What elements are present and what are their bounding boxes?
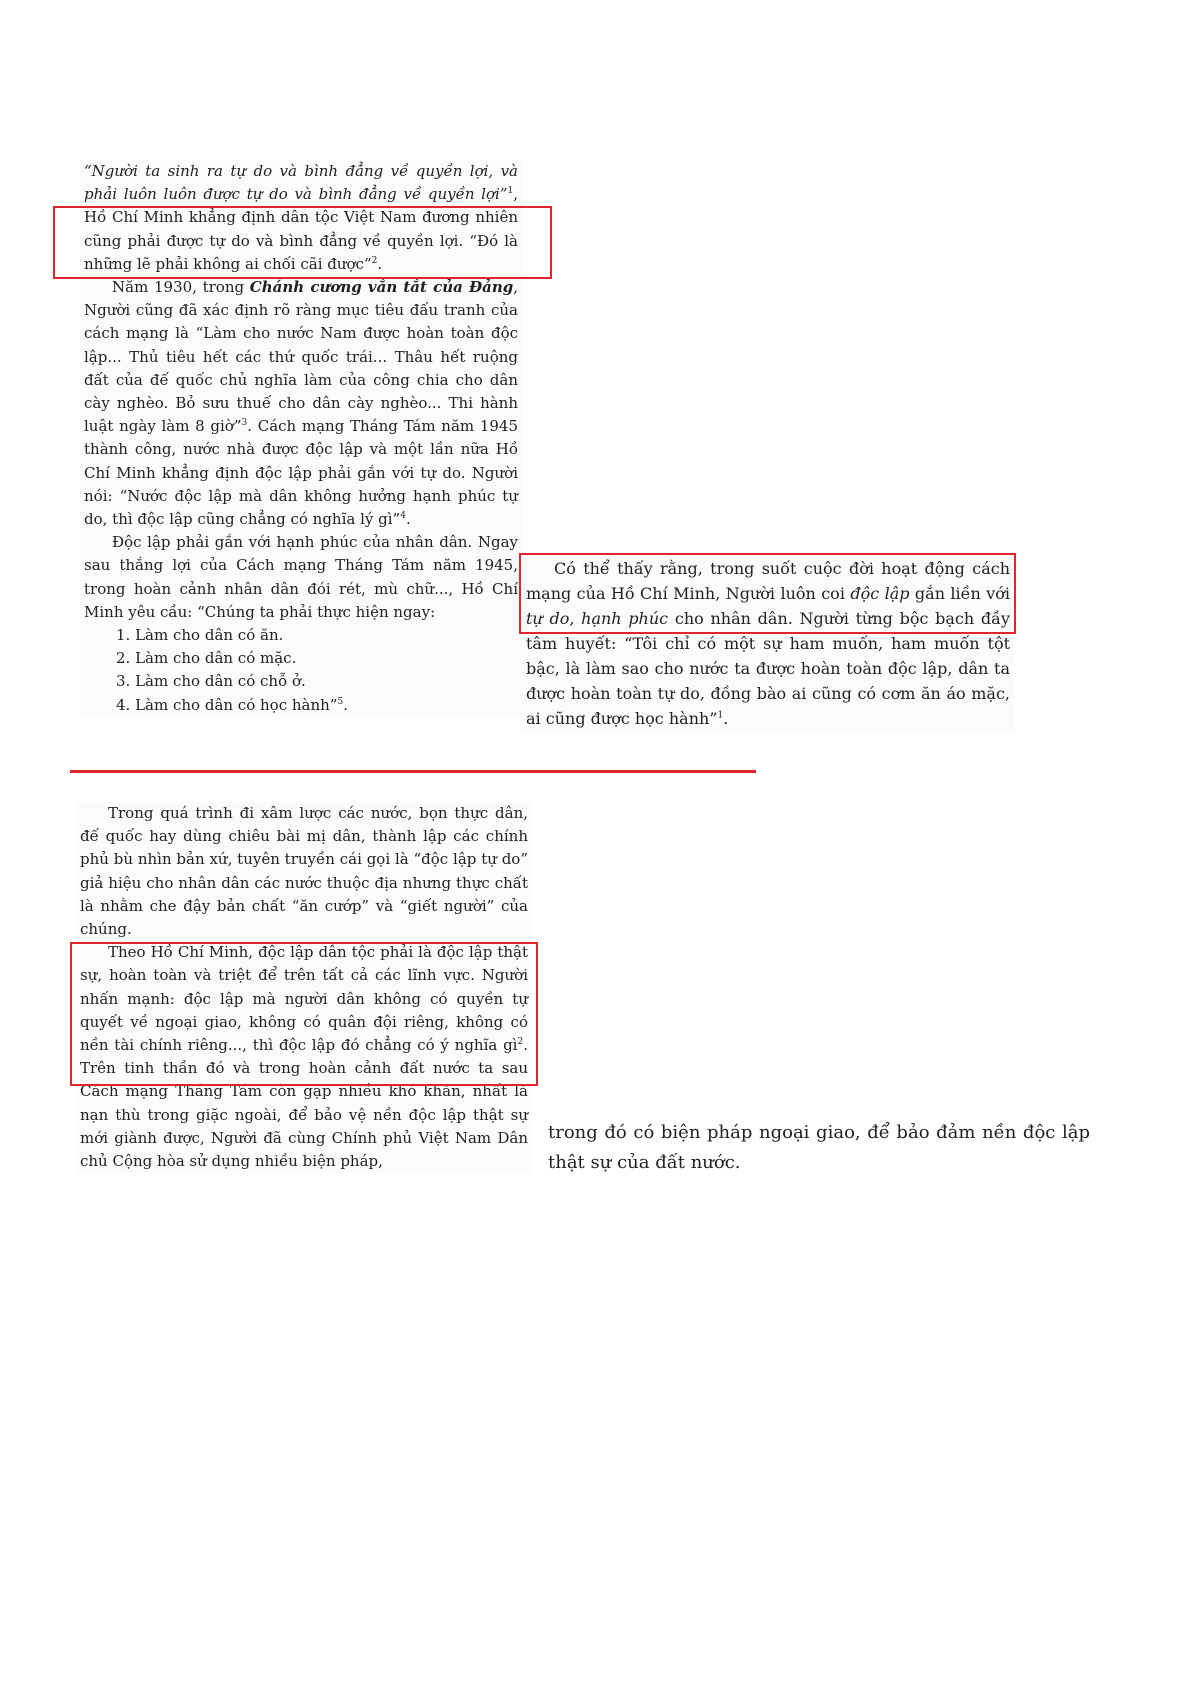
- paragraph-text: Theo Hồ Chí Minh, độc lập dân tộc phải là độc lập thật sự, hoàn toàn và triệt để trên tất cả các lĩnh vực. Người nhấn mạnh: độc lập mà người dân không có quyền tự quyết về ngoại giao, không có quân đội riêng, không có nền tài chính riêng..., thì độc lập đó chẳng có ý nghĩa gì: [80, 943, 528, 1055]
- quote-italic: “Người ta sinh ra tự do và bình đẳng về quyền lợi, và phải luôn luôn được tự do và bình đẳng về quyền lợi”: [84, 162, 518, 204]
- footnote-ref: 1: [507, 186, 514, 197]
- paragraph-end: .: [377, 254, 383, 273]
- paragraph-text: gắn liền với: [909, 584, 1010, 603]
- list-item-end: .: [343, 695, 348, 714]
- document-title-italic: Chánh cương vắn tắt của Đảng: [249, 278, 514, 297]
- paragraph-a3: Độc lập phải gắn với hạnh phúc của nhân dân. Ngay sau thắng lợi của Cách mạng Tháng Tám năm 1945, trong hoàn cảnh nhân dân đói rét, mù chữ..., Hồ Chí Minh yêu cầu: “Chúng ta phải thực hiện ngay:: [84, 533, 518, 621]
- paragraph-text: Có thể thấy rằng, trong suốt cuộc đời hoạt động cách mạng của Hồ Chí Minh, Người luôn coi: [526, 559, 1010, 603]
- paragraph-text: . Cách mạng Tháng Tám năm 1945 thành công, nước nhà được độc lập và một lần nữa Hồ Chí Minh khẳng định độc lập phải gắn với tự do. Người nói: “Nước độc lập mà dân không hưởng hạnh phúc tự do, thì độc lập cũng chẳng có nghĩa lý gì”: [84, 417, 518, 529]
- list-item-text: 4. Làm cho dân có học hành”: [116, 695, 338, 714]
- footnote-ref: 4: [400, 511, 406, 522]
- paragraph-d1: trong đó có biện pháp ngoại giao, để bảo đảm nền độc lập thật sự của đất nước.: [548, 1122, 1090, 1173]
- paragraph-a2: [84, 276, 518, 531]
- paragraph-text: . Trên tinh thần đó và trong hoàn cảnh đất nước ta sau Cách mạng Tháng Tám còn gặp nhiều khó khăn, nhất là nạn thù trong giặc ngoài, để bảo vệ nền độc lập thật sự mới giành được, Người đã cùng Chính phủ Việt Nam Dân chủ Cộng hòa sử dụng nhiều biện pháp,: [80, 1036, 528, 1171]
- emphasis-italic: độc lập: [850, 584, 910, 603]
- footnote-ref: 2: [517, 1037, 524, 1048]
- paragraph-text: , Người cũng đã xác định rõ ràng mục tiêu đấu tranh của cách mạng là “Làm cho nước Nam được hoàn toàn độc lập... Thủ tiêu hết các thứ quốc trái... Thâu hết ruộng đất của đế quốc chủ nghĩa làm của công chia cho dân cày nghèo. Bỏ sưu thuế cho dân cày nghèo... Thi hành luật ngày làm 8 giờ”: [84, 278, 519, 436]
- footnote-ref: 2: [371, 255, 378, 266]
- emphasis-italic: tự do, hạnh phúc: [526, 609, 669, 628]
- highlight-box-2: [519, 553, 1016, 634]
- highlight-box-1: [53, 206, 552, 279]
- divider-rule: [70, 770, 756, 773]
- footnote-ref: 1: [717, 710, 724, 721]
- paragraph-end: .: [723, 709, 729, 728]
- footnote-ref: 3: [241, 418, 248, 429]
- excerpt-d: [548, 1118, 1090, 1178]
- highlight-box-3: [70, 942, 538, 1086]
- paragraph-text: Năm 1930, trong: [112, 278, 250, 297]
- list-item: 2. Làm cho dân có mặc.: [116, 649, 297, 668]
- paragraph-text: cho nhân dân. Người từng bộc bạch đầy tâm huyết: “Tôi chỉ có một sự ham muốn, ham muốn tột bậc, là làm sao cho nước ta được hoàn toàn độc lập, dân ta được hoàn toàn tự do, đồng bào ai cũng có cơm ăn áo mặc, ai cũng được học hành”: [526, 609, 1011, 728]
- paragraph-text: , Hồ Chí Minh khẳng định dân tộc Việt Nam đương nhiên cũng phải được tự do và bình đẳng về quyền lợi. “Đó là những lẽ phải không ai chối cãi được”: [84, 185, 518, 273]
- list-item: [84, 694, 518, 717]
- paragraph-c1: Trong quá trình đi xâm lược các nước, bọn thực dân, đế quốc hay dùng chiêu bài mị dân, thành lập các chính phủ bù nhìn bản xứ, tuyên truyền cái gọi là “độc lập tự do” giả hiệu cho nhân dân các nước thuộc địa nhưng thực chất là nhằm che đậy bản chất “ăn cướp” và “giết người” của chúng.: [80, 804, 528, 939]
- footnote-ref: 5: [337, 696, 344, 707]
- paragraph-end: .: [405, 510, 411, 529]
- list-item: 1. Làm cho dân có ăn.: [116, 626, 284, 645]
- list-item: 3. Làm cho dân có chỗ ở.: [116, 672, 306, 691]
